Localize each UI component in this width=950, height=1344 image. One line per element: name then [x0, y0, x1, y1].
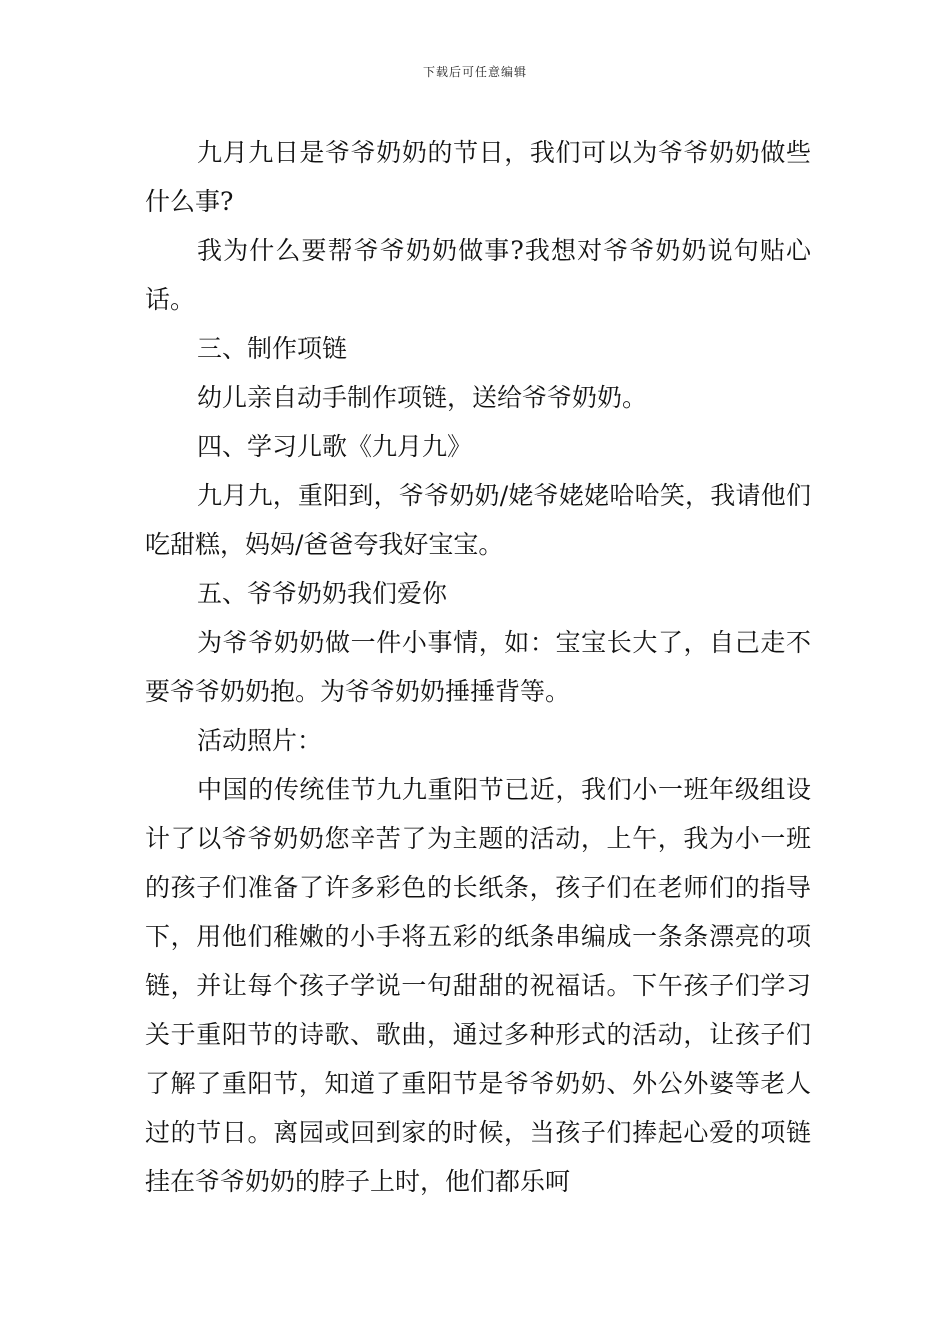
paragraph-make-necklace: 幼儿亲自动手制作项链，送给爷爷奶奶。	[197, 383, 648, 412]
page-header-note: 下载后可任意编辑	[422, 65, 527, 79]
section-heading-3: 三、制作项链	[197, 334, 348, 363]
document-body	[145, 128, 811, 1206]
section-heading-5: 五、爷爷奶奶我们爱你	[197, 579, 448, 608]
paragraph-questions: 九月九日是爷爷奶奶的节日，我们可以为爷爷奶奶做些什么事?	[145, 138, 811, 216]
paragraph-small-deeds: 为爷爷奶奶做一件小事情，如：宝宝长大了，自己走不要爷爷奶奶抱。为爷爷奶奶捶捶背等。	[145, 628, 811, 706]
paragraph-activity-summary: 中国的传统佳节九九重阳节已近，我们小一班年级组设计了以爷爷奶奶您辛苦了为主题的活动，上午，我为小一班的孩子们准备了许多彩色的长纸条，孩子们在老师们的指导下，用他们稚嫩的小手将五彩的纸条串编成一条条漂亮的项链，并让每个孩子学说一句甜甜的祝福话。下午孩子们学习关于重阳节的诗歌、歌曲，通过多种形式的活动，让孩子们了解了重阳节，知道了重阳节是爷爷奶奶、外公外婆等老人过的节日。离园或回到家的时候，当孩子们捧起心爱的项链挂在爷爷奶奶的脖子上时，他们都乐呵	[145, 775, 811, 1196]
photos-label: 活动照片：	[197, 726, 323, 755]
paragraph-reasons: 我为什么要帮爷爷奶奶做事?我想对爷爷奶奶说句贴心话。	[145, 236, 811, 314]
paragraph-rhyme: 九月九，重阳到，爷爷奶奶/姥爷姥姥哈哈笑，我请他们吃甜糕，妈妈/爸爸夸我好宝宝。	[145, 481, 811, 559]
section-heading-4: 四、学习儿歌《九月九》	[197, 432, 473, 461]
